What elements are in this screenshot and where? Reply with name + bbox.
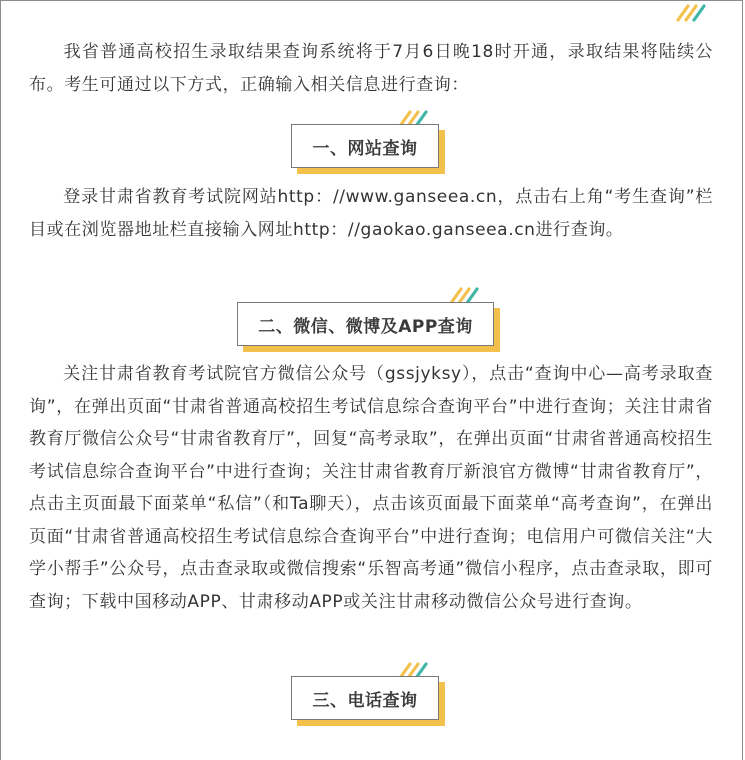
section-body-wechat-weibo-app: 关注甘肃省教育考试院官方微信公众号（gssjyksy），点击“查询中心—高考录取查询”，在弹出页面“甘肃省普通高校招生考试信息综合查询平台”中进行查询；关注甘肃省教育厅微信公众号“甘肃省教育厅”，回复“高考录取”，在弹出页面“甘肃省普通高校招生考试信息综合查询平台”中进行查询；关注甘肃省教育厅新浪官方微博“甘肃省教育厅”，点击主页面最下面菜单“私信”（和Ta聊天），点击该页面最下面菜单“高考查询”，在弹出页面“甘肃省普通高校招生考试信息综合查询平台”中进行查询；电信用户可微信关注“大学小帮手”公众号，点击查录取或微信搜索“乐智高考通”微信小程序，点击查录取，即可查询；下载中国移动APP、甘肃移动APP或关注甘肃移动微信公众号进行查询。 bbox=[29, 364, 713, 612]
intro-paragraph: 我省普通高校招生录取结果查询系统将于7月6日晚18时开通，录取结果将陆续公布。考生可通过以下方式，正确输入相关信息进行查询： bbox=[29, 42, 713, 95]
section-body-website: 登录甘肃省教育考试院网站http：//www.ganseea.cn，点击右上角“考生查询”栏目或在浏览器地址栏直接输入网址http：//gaokao.ganseea.cn进行查询。 bbox=[29, 187, 713, 240]
slash-decoration-icon bbox=[675, 4, 707, 22]
section-heading-website: 一、网站查询 bbox=[291, 124, 439, 168]
section-heading-phone: 三、电话查询 bbox=[291, 676, 439, 720]
section-heading-wechat-weibo-app: 二、微信、微博及APP查询 bbox=[237, 302, 494, 346]
